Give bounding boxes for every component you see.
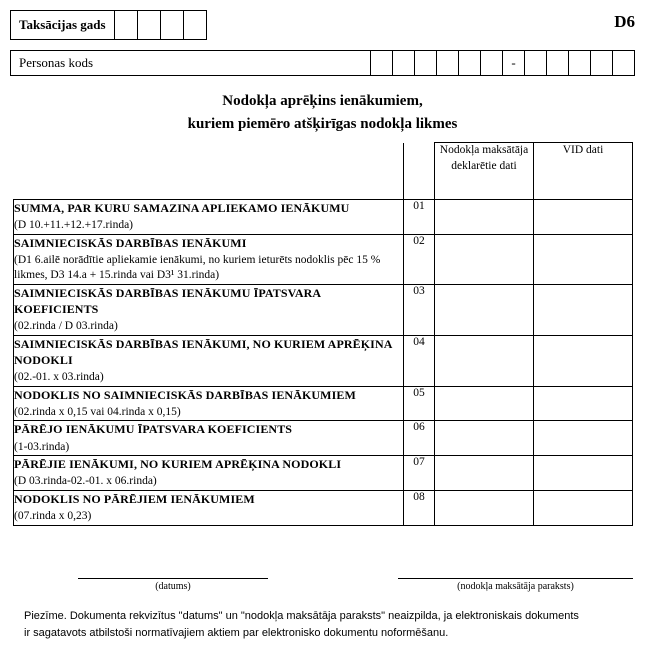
row-title: SAIMNIECISKĀS DARBĪBAS IENĀKUMI: [14, 235, 247, 250]
tax-year-label: Taksācijas gads: [19, 17, 106, 32]
row-declared-value[interactable]: [435, 234, 534, 284]
table-row: [14, 421, 633, 456]
signature-line: [398, 578, 633, 579]
row-declared-value[interactable]: [435, 335, 534, 386]
row-code: 01: [404, 200, 435, 235]
person-code-cell[interactable]: [392, 51, 414, 75]
person-code-separator: -: [502, 51, 524, 75]
row-code: 04: [404, 335, 435, 386]
tax-year-cell[interactable]: [160, 11, 183, 39]
signature-caption: (nodokļa maksātāja paraksts): [457, 581, 574, 592]
header-code: [404, 143, 435, 200]
row-formula: (02.-01. x 03.rinda): [14, 371, 104, 384]
row-vid-value[interactable]: [534, 234, 633, 284]
form-code: D6: [614, 12, 635, 31]
row-vid-value[interactable]: [534, 200, 633, 235]
footnote-line-1: Piezīme. Dokumenta rekvizītus "datums" un "nodokļa maksātāja paraksts" neaizpilda, ja elektroniskais dokuments: [24, 610, 579, 622]
row-code: 07: [404, 456, 435, 491]
person-code-cell[interactable]: [524, 51, 546, 75]
row-code: 05: [404, 386, 435, 421]
row-declared-value[interactable]: [435, 284, 534, 335]
row-code: 03: [404, 284, 435, 335]
table-row: [14, 456, 633, 491]
page-title: [0, 90, 645, 135]
row-title: PĀRĒJO IENĀKUMU ĪPATSVARA KOEFICIENTS: [14, 422, 293, 437]
row-description: [14, 284, 404, 335]
row-code: 08: [404, 490, 435, 525]
header-vid-data: VID dati: [534, 143, 633, 200]
person-code-cell[interactable]: [480, 51, 502, 75]
table-header-row: [14, 143, 633, 200]
title-line-2: kuriem piemēro atšķirīgas nodokļa likmes: [187, 115, 458, 132]
table-row: [14, 284, 633, 335]
person-code-cell[interactable]: [458, 51, 480, 75]
date-caption: (datums): [155, 581, 191, 592]
row-declared-value[interactable]: [435, 200, 534, 235]
person-code-cell[interactable]: [414, 51, 436, 75]
row-declared-value[interactable]: [435, 490, 534, 525]
person-code-row: [10, 50, 635, 76]
header-description: [14, 143, 404, 200]
row-title: PĀRĒJIE IENĀKUMI, NO KURIEM APRĒĶINA NODOKLI: [14, 457, 342, 472]
row-declared-value[interactable]: [435, 456, 534, 491]
table-row: [14, 490, 633, 525]
taxpayer-signature-field[interactable]: [398, 578, 633, 592]
row-description: [14, 386, 404, 421]
row-formula: (02.rinda / D 03.rinda): [14, 320, 118, 333]
calculation-table: [13, 142, 633, 526]
row-title: NODOKLIS NO SAIMNIECISKĀS DARBĪBAS IENĀKUMIEM: [14, 387, 356, 402]
row-vid-value[interactable]: [534, 335, 633, 386]
person-code-cell[interactable]: [568, 51, 590, 75]
spacer: [101, 51, 370, 75]
person-code-label: Personas kods: [19, 55, 94, 70]
person-code-input-cells[interactable]: [370, 51, 634, 75]
person-code-cell[interactable]: [370, 51, 392, 75]
footnote-line-2: ir sagatavots atbilstoši normatīvajiem aktiem par elektronisko dokumentu noformēšanu.: [24, 626, 449, 639]
row-title: SUMMA, PAR KURU SAMAZINA APLIEKAMO IENĀKUMU: [14, 201, 350, 215]
title-line-1: Nodokļa aprēķins ienākumiem,: [222, 93, 423, 109]
header-declared-data: Nodokļa maksātāja deklarētie dati: [435, 143, 534, 200]
row-description: [14, 335, 404, 386]
person-code-cell[interactable]: [590, 51, 612, 75]
date-signature-field[interactable]: [78, 578, 268, 592]
tax-year-cell[interactable]: [114, 11, 137, 39]
table-row: [14, 335, 633, 386]
row-description: [14, 490, 404, 525]
row-formula: (02.rinda x 0,15 vai 04.rinda x 0,15): [14, 405, 181, 418]
row-formula: (1-03.rinda): [14, 440, 70, 453]
table-row: [14, 200, 633, 235]
row-vid-value[interactable]: [534, 284, 633, 335]
row-title: NODOKLIS NO PĀRĒJIEM IENĀKUMIEM: [14, 491, 255, 506]
row-declared-value[interactable]: [435, 386, 534, 421]
row-declared-value[interactable]: [435, 421, 534, 456]
person-code-cell[interactable]: [546, 51, 568, 75]
row-code: 06: [404, 421, 435, 456]
row-formula: (07.rinda x 0,23): [14, 510, 92, 522]
row-title: SAIMNIECISKĀS DARBĪBAS IENĀKUMI, NO KURIEM APRĒĶINA NODOKLI: [14, 336, 392, 367]
tax-year-box: [10, 10, 207, 40]
row-vid-value[interactable]: [534, 490, 633, 525]
tax-year-cell[interactable]: [137, 11, 160, 39]
row-description: [14, 234, 404, 284]
tax-year-input-cells[interactable]: [114, 11, 206, 39]
row-title: SAIMNIECISKĀS DARBĪBAS IENĀKUMU ĪPATSVARA KOEFICIENTS: [14, 285, 321, 317]
signature-line: [78, 578, 268, 579]
tax-year-cell[interactable]: [183, 11, 206, 39]
row-description: [14, 421, 404, 456]
row-vid-value[interactable]: [534, 421, 633, 456]
person-code-cell[interactable]: [612, 51, 634, 75]
row-code: 02: [404, 234, 435, 284]
row-vid-value[interactable]: [534, 386, 633, 421]
table-row: [14, 386, 633, 421]
row-formula: (D1 6.ailē norādītie apliekamie ienākumi, no kuriem ieturēts nodoklis pēc 15 % likmes, D3 14.a + 15.rinda vai D3¹ 31.rinda): [14, 253, 381, 282]
tax-year-row: [10, 10, 635, 40]
row-vid-value[interactable]: [534, 456, 633, 491]
row-description: [14, 200, 404, 235]
row-formula: (D 10.+11.+12.+17.rinda): [14, 219, 133, 232]
footnote: [24, 608, 624, 641]
person-code-cell[interactable]: [436, 51, 458, 75]
row-description: [14, 456, 404, 491]
row-formula: (D 03.rinda-02.-01. x 06.rinda): [14, 475, 157, 488]
table-row: [14, 234, 633, 284]
